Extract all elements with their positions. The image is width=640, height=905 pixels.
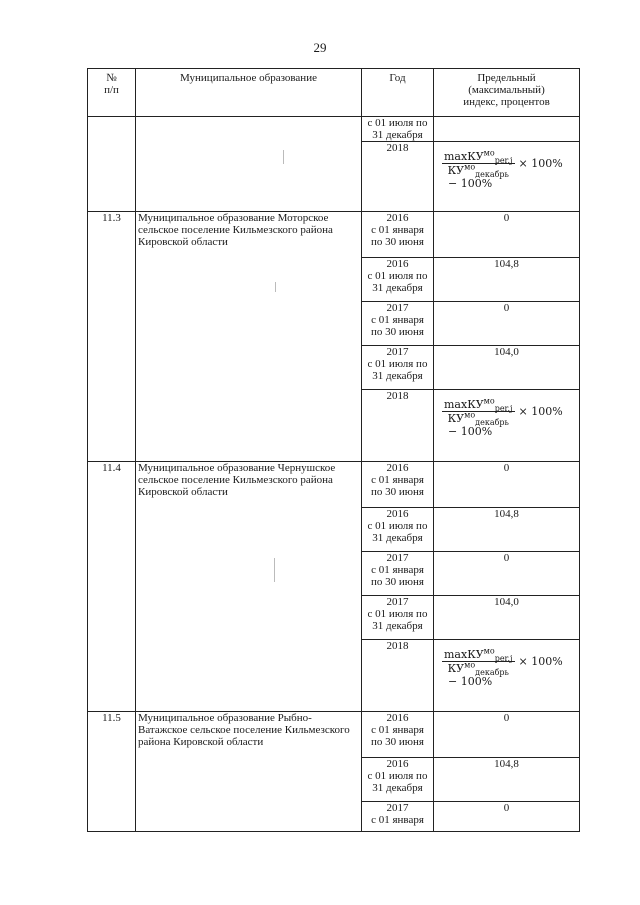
period-cell: 2016 с 01 июля по 31 декабря — [362, 508, 434, 552]
period-cell: 2018 — [362, 390, 434, 462]
period-cell: 2017 с 01 июля по 31 декабря — [362, 346, 434, 390]
index-formula — [436, 390, 577, 438]
row-number — [88, 117, 136, 212]
formula-numerator: maxКУ$^{мо}_{per.j}$ — [444, 148, 513, 166]
period-cell: 2017 с 01 января — [362, 802, 434, 832]
formula-numerator: maxКУ$^{мо}_{per.j}$ — [444, 396, 513, 414]
municipality-name: Муниципальное образование Моторское сельское поселение Кильмезского района Кировской области — [136, 212, 362, 462]
index-value: 104,0 — [434, 596, 580, 640]
header-municipality: Муниципальное образование — [136, 69, 362, 117]
formula-multiplier: × 100% — [518, 405, 563, 418]
formula-minus: − 100% — [448, 675, 493, 688]
scan-artifact — [283, 150, 284, 164]
index-formula — [436, 142, 577, 190]
formula-denominator: $КУ^{мо}_{декабрь}$ — [447, 410, 509, 428]
period-cell: 2017 с 01 января по 30 июня — [362, 552, 434, 596]
formula-fraction — [442, 396, 515, 428]
scan-artifact — [275, 282, 276, 292]
formula-multiplier: × 100% — [518, 655, 563, 668]
formula-fraction — [442, 646, 515, 678]
table-row — [88, 117, 580, 142]
tariff-index-table — [87, 68, 580, 832]
index-value: 0 — [434, 462, 580, 508]
index-value: 104,8 — [434, 758, 580, 802]
period-cell: 2016 с 01 июля по 31 декабря — [362, 758, 434, 802]
formula-numerator: maxКУ$^{мо}_{per.j}$ — [444, 646, 513, 664]
period-cell: 2017 с 01 июля по 31 декабря — [362, 596, 434, 640]
index-value — [434, 142, 580, 212]
scan-artifact — [274, 558, 275, 582]
index-value: 0 — [434, 712, 580, 758]
header-no: № п/п — [88, 69, 136, 117]
index-value: 0 — [434, 802, 580, 832]
index-formula — [436, 640, 577, 688]
table-body — [88, 117, 580, 832]
municipality-name: Муниципальное образование Рыбно-Ватажское сельское поселение Кильмезского района Кировской области — [136, 712, 362, 832]
index-value — [434, 390, 580, 462]
period-cell: 2016 с 01 июля по 31 декабря — [362, 258, 434, 302]
row-number: 11.5 — [88, 712, 136, 832]
header-index: Предельный (максимальный) индекс, процентов — [434, 69, 580, 117]
formula-multiplier: × 100% — [518, 157, 563, 170]
index-value: 0 — [434, 302, 580, 346]
formula-minus: − 100% — [448, 177, 493, 190]
formula-minus: − 100% — [448, 425, 493, 438]
row-number: 11.3 — [88, 212, 136, 462]
table-row — [88, 462, 580, 508]
period-cell: 2018 — [362, 640, 434, 712]
period-cell: 2016 с 01 января по 30 июня — [362, 212, 434, 258]
index-value: 0 — [434, 552, 580, 596]
formula-denominator: $КУ^{мо}_{декабрь}$ — [447, 162, 509, 180]
table-header-row — [88, 69, 580, 117]
period-cell: 2017 с 01 января по 30 июня — [362, 302, 434, 346]
municipality-name: Муниципальное образование Чернушское сельское поселение Кильмезского района Кировской области — [136, 462, 362, 712]
index-value — [434, 117, 580, 142]
period-cell: с 01 июля по 31 декабря — [362, 117, 434, 142]
period-cell: 2018 — [362, 142, 434, 212]
header-year: Год — [362, 69, 434, 117]
page-number: 29 — [313, 40, 327, 55]
period-cell: 2016 с 01 января по 30 июня — [362, 712, 434, 758]
period-cell: 2016 с 01 января по 30 июня — [362, 462, 434, 508]
formula-denominator: $КУ^{мо}_{декабрь}$ — [447, 660, 509, 678]
table-row — [88, 712, 580, 758]
index-value — [434, 640, 580, 712]
index-value: 104,8 — [434, 258, 580, 302]
municipality-name — [136, 117, 362, 212]
row-number: 11.4 — [88, 462, 136, 712]
table-row — [88, 212, 580, 258]
formula-fraction — [442, 148, 515, 180]
index-value: 104,8 — [434, 508, 580, 552]
index-value: 0 — [434, 212, 580, 258]
index-value: 104,0 — [434, 346, 580, 390]
